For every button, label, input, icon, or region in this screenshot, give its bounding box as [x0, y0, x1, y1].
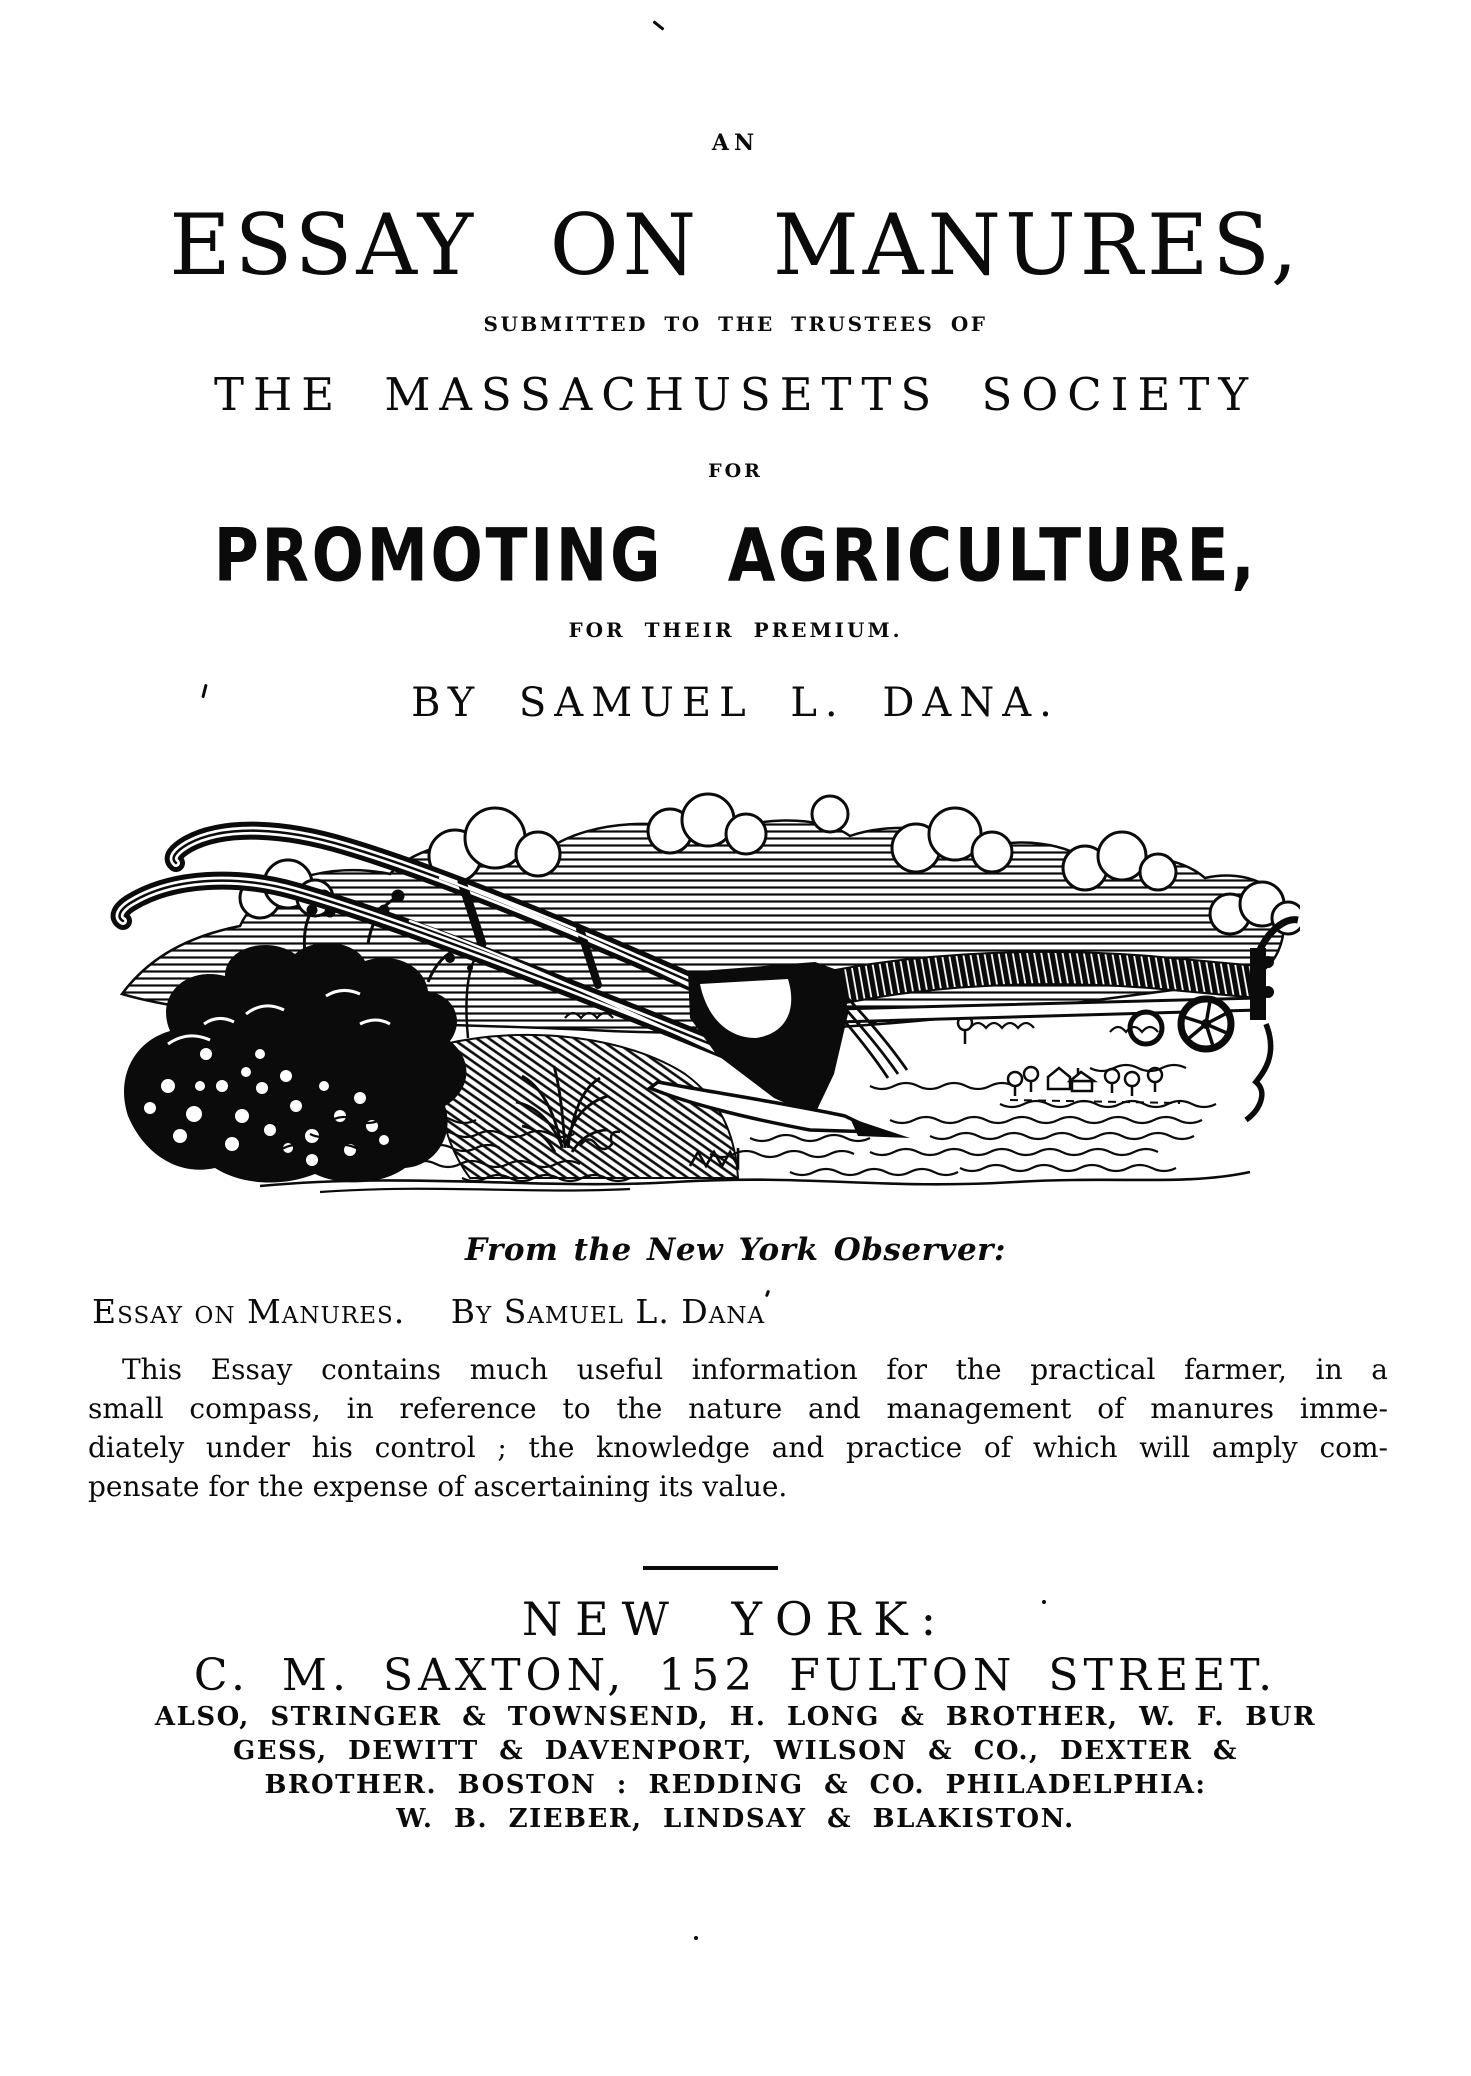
- review-paragraph: [88, 1350, 1388, 1506]
- plow-engraving: [110, 786, 1300, 1196]
- imprint-also-line: W. B. ZIEBER, LINDSAY & BLAKISTON.: [396, 1804, 1075, 1834]
- author-byline: BY SAMUEL L. DANA.: [411, 680, 1060, 726]
- review-heading-work: Essay on Manures.: [92, 1292, 406, 1331]
- imprint-city: NEW YORK:: [521, 1592, 950, 1646]
- for-word: FOR: [708, 460, 763, 482]
- imprint-divider-rule: [643, 1566, 778, 1570]
- imprint-also-line: ALSO, STRINGER & TOWNSEND, H. LONG & BROTHER, W. F. BUR: [154, 1702, 1317, 1732]
- review-heading: [92, 1292, 1392, 1331]
- imprint-publisher: C. M. SAXTON, 152 FULTON STREET.: [193, 1650, 1278, 1701]
- imprint-also-block: [0, 1700, 1471, 1836]
- ink-speck: [652, 20, 664, 30]
- promoting-line: PROMOTING AGRICULTURE,: [213, 512, 1258, 599]
- book-title: ESSAY ON MANURES,: [169, 196, 1302, 294]
- ink-speck: [694, 1936, 698, 1940]
- review-heading-author: By Samuel L. Dana: [450, 1292, 766, 1331]
- ink-speck: [1042, 1600, 1046, 1604]
- review-source-line: From the New York Observer:: [465, 1232, 1006, 1268]
- review-paragraph-line: pensate for the expense of ascertaining its value.: [88, 1470, 788, 1503]
- review-paragraph-line: small compass, in reference to the nature and management of manures imme-: [88, 1392, 1388, 1425]
- society-line: THE MASSACHUSETTS SOCIETY: [213, 368, 1258, 421]
- pretitle: AN: [711, 130, 760, 156]
- premium-line: FOR THEIR PREMIUM.: [568, 618, 903, 642]
- review-paragraph-line: This Essay contains much useful information for the practical farmer, in a: [122, 1353, 1388, 1386]
- review-paragraph-line: diately under his control ; the knowledge and practice of which will amply com-: [88, 1431, 1388, 1464]
- imprint-also-line: GESS, DEWITT & DAVENPORT, WILSON & CO., DEXTER &: [233, 1736, 1238, 1766]
- submitted-line: SUBMITTED TO THE TRUSTEES OF: [483, 312, 988, 336]
- imprint-also-line: BROTHER. BOSTON : REDDING & CO. PHILADELPHIA:: [264, 1770, 1207, 1800]
